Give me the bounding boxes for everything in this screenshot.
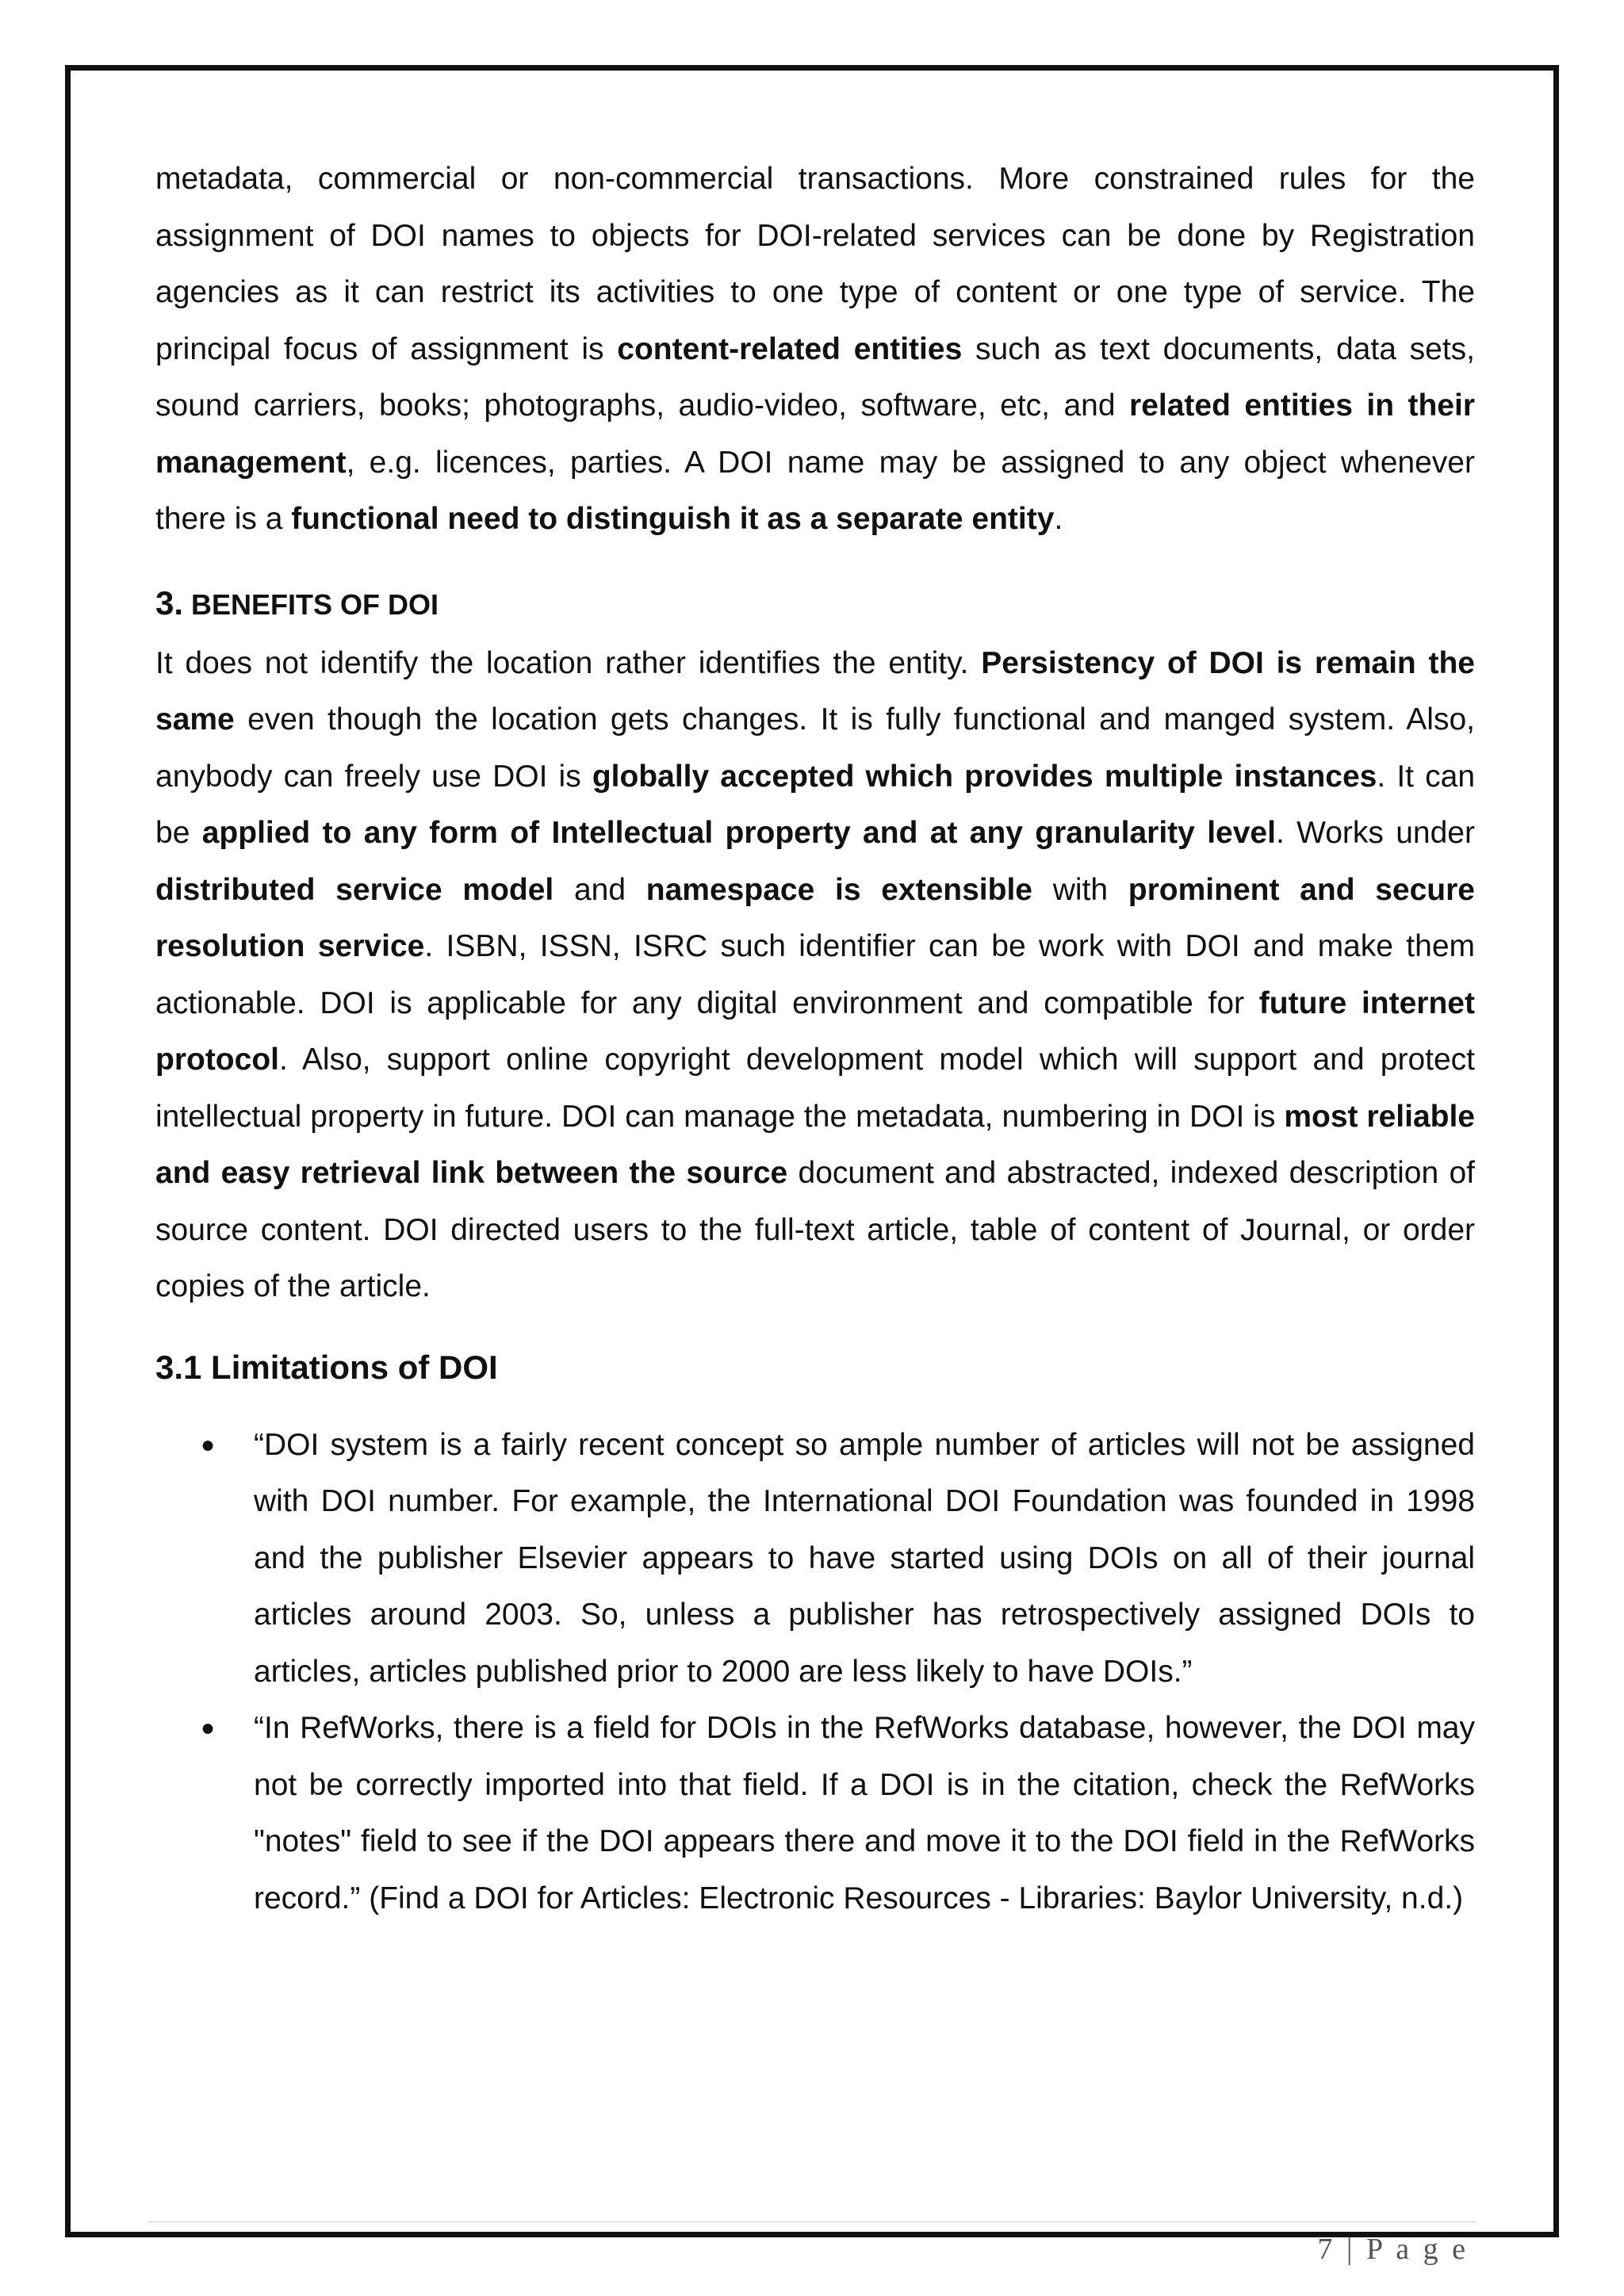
list-item-text: “DOI system is a fairly recent concept so ample number of articles will not be assigned with DOI number. For example, the International DOI Foundation was founded in 1998 and the publisher Elsevier appears to have started using DOIs on all of their journal articles around 2003. So, unless a publisher has retrospectively assigned DOIs to articles, articles published prior to 2000 are less likely to have DOIs.” xyxy=(254,1427,1475,1689)
text-run: document and abstracted, indexed description of source content. DOI directed users to the full-text article, table of content of Journal, or order copies of the article. xyxy=(155,1156,1476,1303)
limitations-list xyxy=(155,1417,1475,1927)
bold-run: applied to any form of Intellectual property and at any granularity level xyxy=(201,816,1276,850)
bold-run: Persistency of DOI is remain the same xyxy=(155,645,1475,737)
text-run: even though the location gets changes. It is fully functional and manged system. Also, anybody can freely use DOI is xyxy=(155,702,1475,794)
benefits-paragraph xyxy=(155,635,1475,1315)
bold-run: content-related entities xyxy=(617,331,963,366)
bold-run: functional need to distinguish it as a separate entity xyxy=(291,502,1055,536)
bold-run: future internet protocol xyxy=(155,985,1475,1077)
text-run: with xyxy=(1032,872,1128,907)
page-content xyxy=(155,151,1475,1927)
text-run: It does not identify the location rather identifies the entity. xyxy=(155,645,982,680)
bold-run: most reliable and easy retrieval link between the source xyxy=(155,1099,1475,1190)
text-run: . It can be xyxy=(155,759,1476,850)
bold-run: prominent and secure resolution service xyxy=(155,872,1475,963)
list-item xyxy=(155,1417,1475,1701)
bullet-icon: ● xyxy=(201,1431,216,1458)
text-run: . xyxy=(1054,502,1063,536)
section-heading-limitations: 3.1 Limitations of DOI xyxy=(155,1348,498,1386)
bold-run: related entities in their management xyxy=(155,388,1475,480)
text-run: . Works under xyxy=(1275,816,1475,850)
text-run: such as text documents, data sets, sound carriers, books; photographs, audio-video, software, etc, and xyxy=(155,331,1475,423)
list-item-text: “In RefWorks, there is a field for DOIs in the RefWorks database, however, the DOI may not be correctly imported into that field. If a DOI is in the citation, check the RefWorks "notes" field to see if the DOI appears there and move it to the DOI field in the RefWorks record.” (Find a DOI for Articles: Electronic Resources - Libraries: Baylor University, n.d.) xyxy=(254,1711,1475,1915)
bold-run: namespace is extensible xyxy=(645,872,1032,907)
heading-number: 3. xyxy=(155,584,184,622)
text-run: . Also, support online copyright development model which will support and protect intellectual property in future. DOI can manage the metadata, numbering in DOI is xyxy=(155,1043,1475,1134)
list-item xyxy=(155,1700,1475,1927)
heading-text: BENEFITS OF DOI xyxy=(183,587,439,621)
bold-run: distributed service model xyxy=(155,872,554,907)
text-run: metadata, commercial or non-commercial transactions. More constrained rules for the assignment of DOI names to objects for DOI-related services can be done by Registration agencies as it can restrict its activities to one type of content or one type of service. The principal focus of assignment is xyxy=(155,162,1475,366)
text-run: , e.g. licences, parties. A DOI name may be assigned to any object whenever there is a xyxy=(155,445,1475,536)
bold-run: globally accepted which provides multiple instances xyxy=(592,759,1377,794)
intro-paragraph xyxy=(155,151,1475,548)
bullet-icon: ● xyxy=(201,1715,216,1741)
footer-divider xyxy=(147,2221,1477,2222)
text-run: and xyxy=(553,872,646,907)
page-number: 7 | P a g e xyxy=(1317,2233,1469,2266)
text-run: . ISBN, ISSN, ISRC such identifier can be work with DOI and make them actionable. DOI is applicable for any digital environment and compatible for xyxy=(155,929,1475,1020)
section-heading-benefits xyxy=(155,575,1475,633)
